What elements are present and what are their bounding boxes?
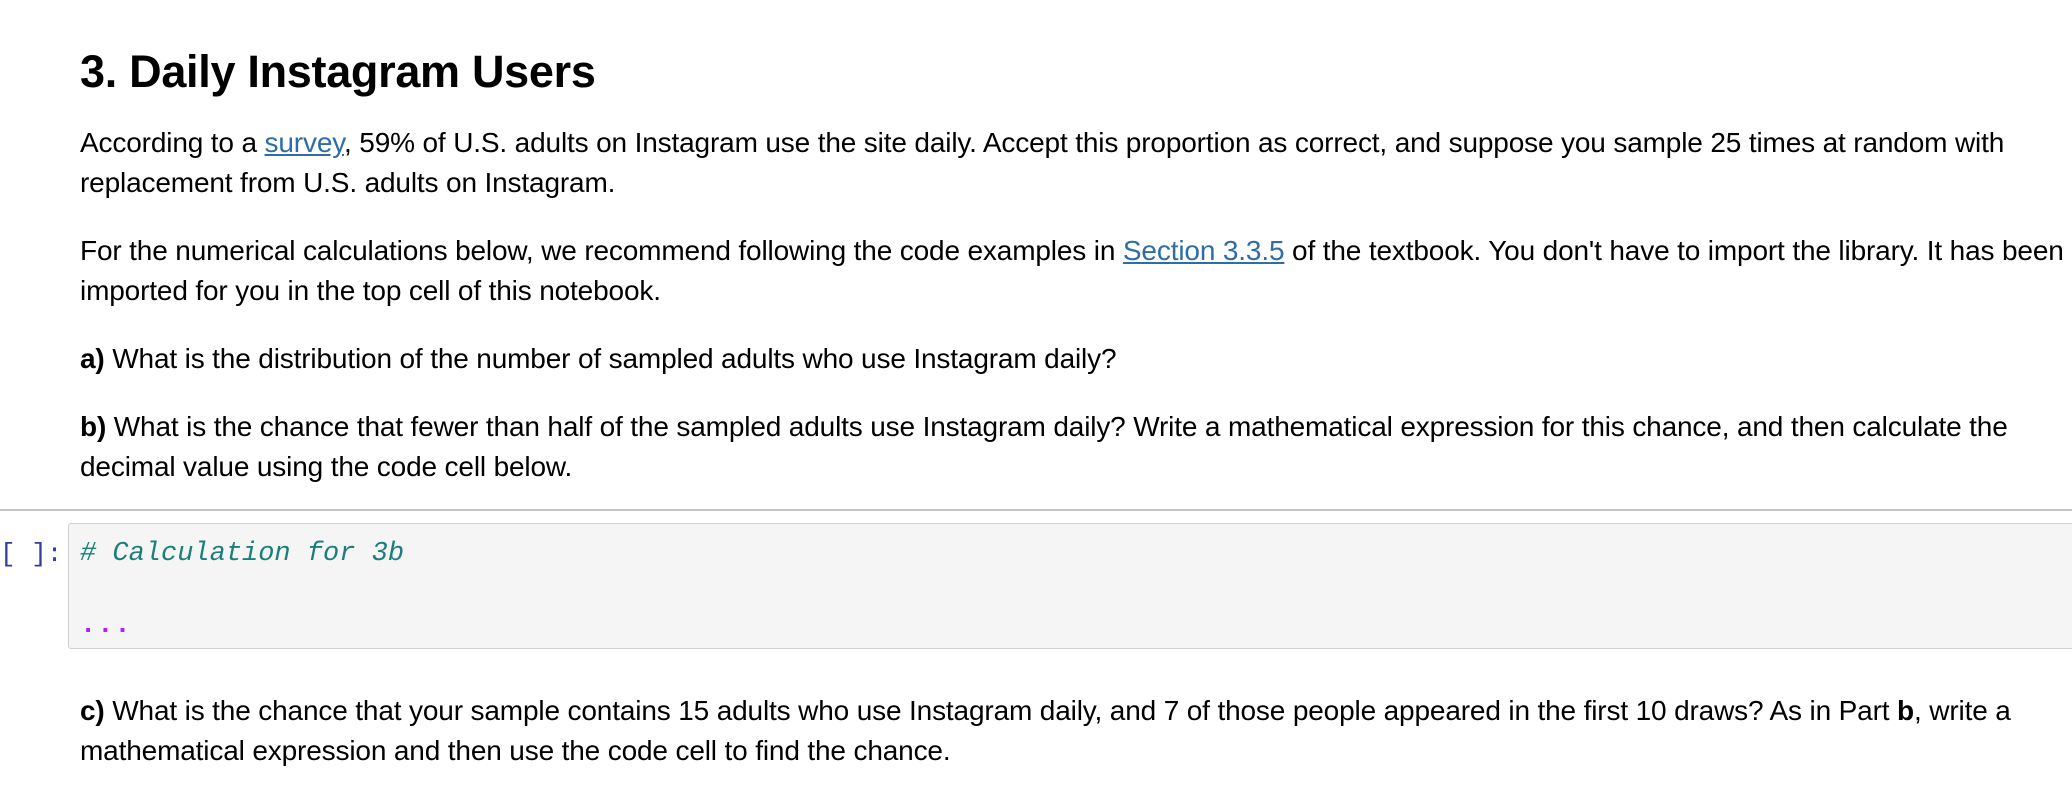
question-b-text: What is the chance that fewer than half of the sampled adults use Instagram daily? Write a mathematical expression for this chance, and then calculate the decimal value using the code cell below. [80,411,2008,482]
survey-paragraph-text-after: , 59% of U.S. adults on Instagram use the site daily. Accept this proportion as correct, and suppose you sample 25 times at random with replacement from U.S. adults on Instagram. [80,127,2005,198]
question-c-text-before: What is the chance that your sample contains 15 adults who use Instagram daily, and 7 of those people appeared in the first 10 draws? As in Part [104,695,1898,726]
question-a-label: a) [80,343,105,374]
cell-divider [0,509,2072,511]
survey-paragraph [80,123,2070,203]
section-heading: 3. Daily Instagram Users [80,46,596,97]
question-b-label: b) [80,411,107,442]
cell-prompt: [ ]: [0,539,63,569]
question-c-text-after: , write a mathematical expression and then use the code cell to find the chance. [80,695,2011,766]
instructions-paragraph [80,231,2070,311]
question-c [80,691,2070,771]
question-c-part-ref: b [1897,695,1914,726]
question-a [80,339,2070,379]
code-ellipsis-line[interactable]: ... [80,611,132,641]
section-3-3-5-link[interactable]: Section 3.3.5 [1122,235,1285,266]
code-comment-line[interactable]: # Calculation for 3b [80,539,405,569]
instructions-text-before: For the numerical calculations below, we recommend following the code examples in [80,235,1123,266]
code-cell-editor[interactable] [68,523,2072,649]
question-c-label: c) [80,695,105,726]
question-b [80,407,2070,487]
question-a-text: What is the distribution of the number of sampled adults who use Instagram daily? [104,343,1117,374]
instructions-text-after: of the textbook. You don't have to import the library. It has been imported for you in the top cell of this notebook. [80,235,2064,306]
survey-paragraph-text-before: According to a [80,127,265,158]
survey-link[interactable]: survey [264,127,345,158]
